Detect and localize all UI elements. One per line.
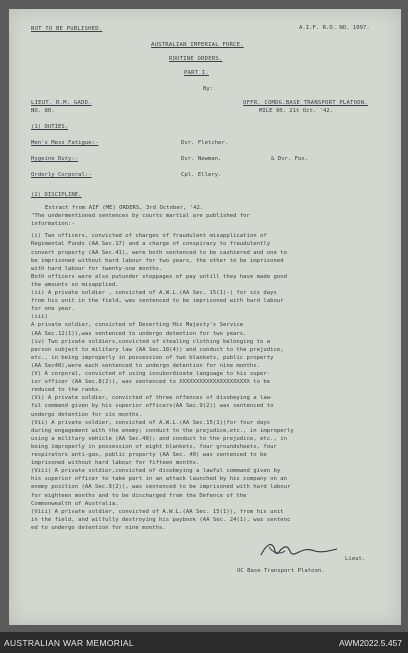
body-line: for one year. xyxy=(31,306,75,313)
body-line: Both officers were also putunder stoppages of pay untill they have made good xyxy=(31,273,287,280)
body-line: ior officer (AA Sec.8(2)), was sentenced to XXXXXXXXXXXXXXXXXXXXX to be xyxy=(31,379,271,386)
header-right: A.I.F. R.O. NO. 1097. xyxy=(299,25,370,31)
signature-title: OC Base Transport Platoon. xyxy=(237,568,325,574)
signature-mark xyxy=(259,539,339,561)
body-line: (V) A corporal, convicted of using insubordinate language to his super- xyxy=(31,371,271,377)
by-label: By: xyxy=(203,86,214,92)
duty-label: Men's Mess Fatigue:- xyxy=(31,140,99,146)
body-line: (AA Sec40),were each sentenced to undergo detention for nine months. xyxy=(31,362,261,369)
body-line: imprisoned without hard labour for fifteen months. xyxy=(31,460,200,467)
body-line: reduced to the ranks. xyxy=(31,387,102,394)
body-line: (i) Two officers, convicted of charges of fraudulent misapplication of xyxy=(31,233,267,240)
body-line: his superior officer to take part in an attack launched by his company on an xyxy=(31,476,287,483)
body-line: respirators anti-gas, public property (AA Sec. 40) was sentenced to be xyxy=(31,452,267,458)
body-line: etc., in being improperly in possession of two blankets, public property xyxy=(31,354,274,361)
duty-name: Dvr. Newman. xyxy=(181,156,222,162)
document-page xyxy=(9,9,401,625)
body-line: during engagement with the enemy; conduct to the prejudice,etc., in improperly xyxy=(31,427,294,434)
order-number: NO. 80. xyxy=(31,108,55,114)
footer-institution: AUSTRALIAN WAR MEMORIAL xyxy=(4,638,134,648)
body-line: being improperly in possession of eight blankets, four groundsheets, four xyxy=(31,443,277,450)
duty-name: Dvr. Fletcher. xyxy=(181,140,229,146)
body-line: person subject to military law (AA Sec.18(4)) and conduct to the prejudice, xyxy=(31,346,284,353)
body-line: be imprisoned without hard labour for two years, the other to be imprisoned xyxy=(31,257,284,264)
header-left: NOT TO BE PUBLISHED. xyxy=(31,26,103,32)
body-line: using a military vehicle (AA Sec.40); and conduct to the prejudice, etc., in xyxy=(31,435,287,442)
duties-heading: (1) DUTIES. xyxy=(31,124,69,130)
document-subtitle: ROUTINE ORDERS. xyxy=(169,56,223,62)
body-line: from his unit in the field, was sentenced to be imprisoned with hard labour xyxy=(31,298,284,305)
duty-extra: & Dvr. Fox. xyxy=(271,156,309,162)
body-line: Extract from AIF (ME) ORDERS, 3rd October, '42. xyxy=(45,205,204,211)
body-line: Regimental Funds (AA Sec.17) and a charge of conspiracy to fraudulently xyxy=(31,241,271,248)
body-line: (iii) xyxy=(31,314,48,321)
body-line: "The undermentioned sentences by courts martial are published for xyxy=(31,213,250,220)
duty-label: Orderly Corporal:- xyxy=(31,172,92,178)
command-title: OFFR. COMDG.BASE TRANSPORT PLATOON. xyxy=(243,100,368,106)
body-line: for eighteen months and to be discharged from the Defence of the xyxy=(31,492,247,499)
location-date: MILE 90. 21t Oct. '42. xyxy=(259,108,334,114)
body-line: (Vii) A private soldier, convicted of A.W.L.(AA Sec.15(1))for four days xyxy=(31,419,271,426)
body-line: (ii) A private soldier , convicted of A.W.L.(AA Sec. 15(1)-) for six days xyxy=(31,290,277,296)
body-line: Commonwealth of Australia. xyxy=(31,500,119,507)
body-line: in the field, and wilfully destroying his paybook (AA Sec. 24(1), was sentenc xyxy=(31,516,291,523)
body-line: (AA Sec.12(1)),was sentenced to undergo detention for two years. xyxy=(31,330,247,337)
body-line: with hard labour for twenty-one months. xyxy=(31,265,163,272)
footer-accession: AWM2022.5.457 xyxy=(339,638,402,648)
body-line: the amounts so misapplied. xyxy=(31,281,119,288)
body-line: enemy position (AA Sec.9(2)), was sentenced to be imprisoned with hard labour xyxy=(31,484,291,491)
body-line: information:- xyxy=(31,221,75,228)
body-line: convert property (AA Sec.41), were both sentenced to be cashiered and one to xyxy=(31,249,287,256)
body-line: undergo detention for six months. xyxy=(31,411,143,418)
body-line: (Viii) A private soldier,convicted of disobeying a lawful command given by xyxy=(31,468,281,475)
body-line: ed to undergo detention for nine months. xyxy=(31,524,166,531)
body-line: (Viii) A private soldier, convicted of A.W.L.(AA Sec. 15(1)), from his unit xyxy=(31,508,284,515)
duty-label: Hygeine Duty:- xyxy=(31,156,79,162)
duty-name: Cpl. Ellery. xyxy=(181,172,222,178)
body-line: ful command given by his superior officers(AA Sec.9(2)) was sentenced to xyxy=(31,403,274,410)
part-label: PART I. xyxy=(184,70,209,76)
body-line: (iv) Two private soldiers,convicted of stealing clothing belonging to a xyxy=(31,338,271,345)
officer-name: LIEUT. R.M. GADD. xyxy=(31,100,92,106)
document-title: AUSTRALIAN IMPERIAL FORCE. xyxy=(151,42,244,48)
body-line: (Vi) A private soldier, convicted of three offences of disobeying a law- xyxy=(31,395,274,402)
archive-footer xyxy=(0,632,408,653)
body-line: A private soldier, convicted of Deserting His Majesty's Service xyxy=(31,322,244,329)
signature-suffix: Lieut. xyxy=(345,556,366,562)
discipline-heading: (2) DISCIPLINE. xyxy=(31,192,82,198)
